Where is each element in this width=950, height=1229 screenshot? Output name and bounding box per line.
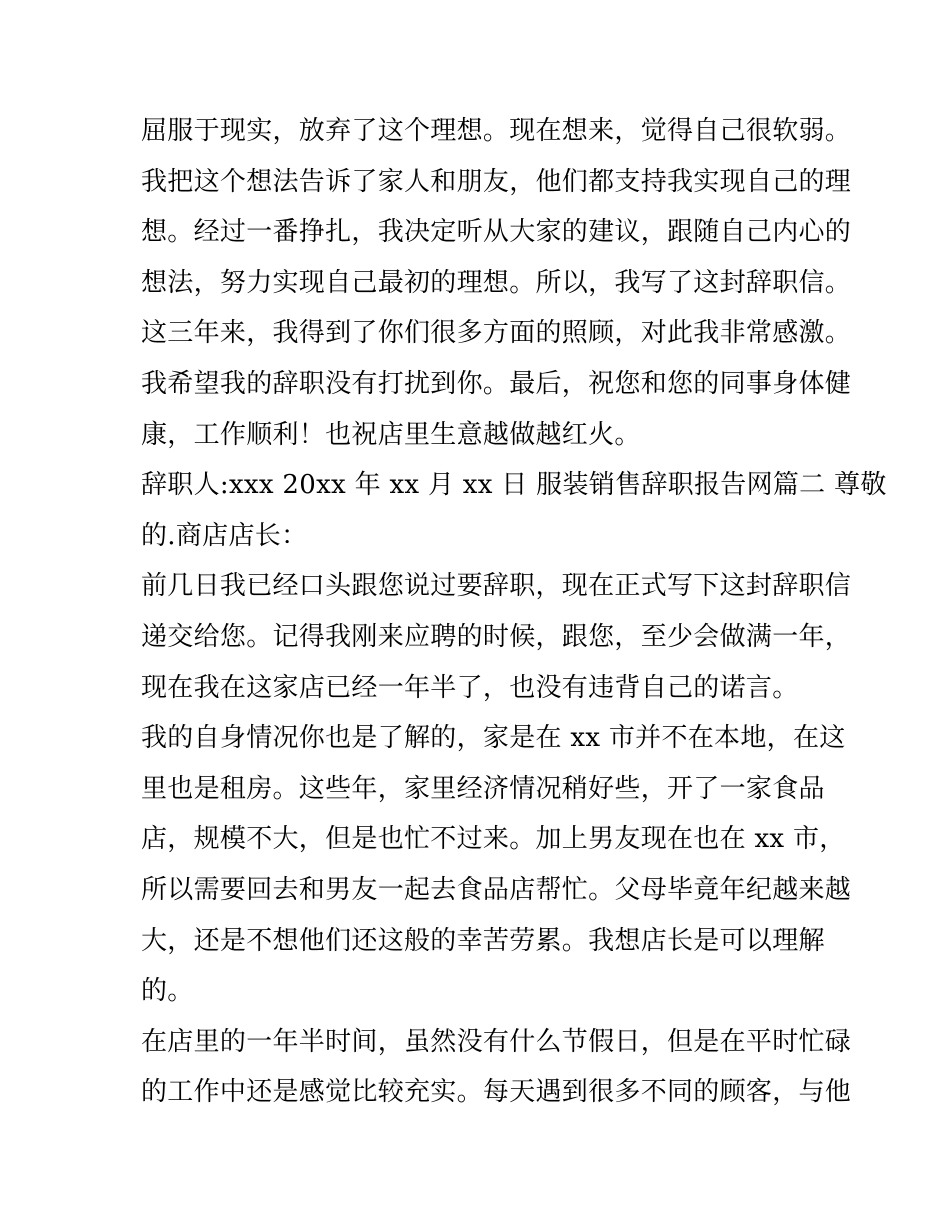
text-line: 递交给您。记得我刚来应聘的时候，跟您，至少会做满一年， — [141, 621, 852, 652]
text-line: 我的自身情况你也是了解的，家是在 xx 市并不在本地，在这 — [141, 723, 846, 754]
text-line: 的工作中还是感觉比较充实。每天遇到很多不同的顾客，与他 — [141, 1077, 852, 1108]
text-line: 现在我在这家店已经一年半了，也没有违背自己的诺言。 — [141, 672, 799, 703]
text-line: 我把这个想法告诉了家人和朋友，他们都支持我实现自己的理 — [141, 166, 852, 197]
text-line: 前几日我已经口头跟您说过要辞职，现在正式写下这封辞职信 — [141, 571, 852, 602]
text-line: 在店里的一年半时间，虽然没有什么节假日，但是在平时忙碌 — [141, 1026, 852, 1057]
document-body — [141, 106, 887, 1118]
text-line: 里也是租房。这些年，家里经济情况稍好些，开了一家食品 — [141, 773, 825, 804]
text-line: 我希望我的辞职没有打扰到你。最后，祝您和您的同事身体健 — [141, 368, 852, 399]
text-line: 康，工作顺利！也祝店里生意越做越红火。 — [141, 419, 641, 450]
text-line: 大，还是不想他们还这般的幸苦劳累。我想店长是可以理解 — [141, 925, 825, 956]
text-line: 想法，努力实现自己最初的理想。所以，我写了这封辞职信。 — [141, 267, 852, 298]
text-line: 店，规模不大，但是也忙不过来。加上男友现在也在 xx 市， — [141, 824, 846, 855]
text-line: 这三年来，我得到了你们很多方面的照顾，对此我非常感激。 — [141, 318, 852, 349]
text-line: 所以需要回去和男友一起去食品店帮忙。父母毕竟年纪越来越 — [141, 874, 852, 905]
text-line: 的。 — [141, 976, 194, 1007]
text-line: 辞职人:xxx 20xx 年 xx 月 xx 日 服装销售辞职报告网篇二 尊敬 — [141, 470, 887, 501]
text-line: 想。经过一番挣扎，我决定听从大家的建议，跟随自己内心的 — [141, 217, 852, 248]
text-line: 的.商店店长： — [141, 520, 308, 551]
text-line: 屈服于现实，放弃了这个理想。现在想来，觉得自己很软弱。 — [141, 116, 852, 146]
